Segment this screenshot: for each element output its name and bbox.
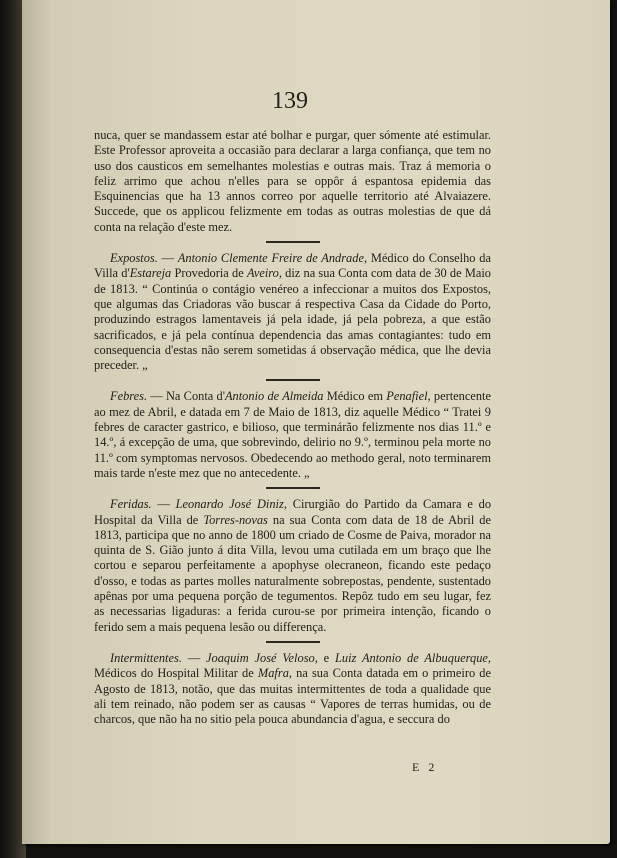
section-heading-febres: Febres.: [110, 389, 148, 404]
heading-dash: —: [151, 497, 176, 512]
book-page: [22, 0, 610, 844]
body-text: , Médicos do Hospital Militar de: [94, 650, 492, 681]
paragraph-febres: [94, 389, 491, 481]
body-text: , Médico do Conselho da Villa d': [94, 251, 491, 281]
section-divider: [266, 379, 320, 381]
place-name: Aveiro: [246, 266, 279, 281]
paragraph-expostos: [94, 251, 491, 373]
body-text: Provedoria de: [171, 266, 247, 281]
author-name: Joaquim José Veloso: [206, 650, 315, 665]
body-text: na sua Conta com data de 18 de Abril de 1813, participa que no anno de 1800 um criado de Cosme de Paiva, morador na quinta de S. Gião junto á dita Villa, levou uma cutilada em um braço que lhe cortou e separou perfeitamente a apophyse olecraneon, ficando este pedaço d'osso, e todas as partes molles naturalmente sobrepostas, pendente, sustentado apênas por uma pequena porção de tegumentos. Repôz tudo em seu lugar, fez as necessarias ligaduras: a ferida curou-se por primeira intenção, ficando o ferido sem a mais pequena lesão ou differença.: [94, 512, 492, 634]
section-heading-expostos: Expostos.: [110, 251, 158, 266]
body-text: Médico em: [323, 389, 387, 404]
heading-dash: —: [181, 650, 206, 665]
heading-dash: —: [157, 251, 178, 266]
page-body: [94, 128, 491, 727]
author-name: Luiz Antonio de Albuquerque: [335, 650, 488, 665]
body-text: , Cirurgião do Partido da Camara e do Hospital da Villa de: [94, 497, 492, 527]
body-text: Na Conta d': [165, 389, 225, 404]
heading-dash: —: [147, 389, 166, 404]
page-number: 139: [272, 88, 308, 114]
signature-mark: E 2: [412, 760, 438, 774]
author-name: Antonio Clemente Freire de Andrade: [177, 251, 364, 266]
body-text: , e: [314, 650, 335, 665]
section-divider: [266, 487, 320, 489]
place-name: Torres-novas: [203, 512, 268, 527]
paragraph-continued: nuca, quer se mandassem estar até bolhar e purgar, quer sómente até estimular. Este Professor aproveita a occasião para declarar a larga confiança, que tem no uso dos causticos em semelhantes molestias e outras mais. Traz á memoria o feliz arrimo que achou n'elles para se oppôr á espantosa epidemia das Esquinencias que ha 13 annos correo por aquelle territorio até Alvaiazere. Succede, que os applicou felizmente em todas as outras molestias de que dá conta na relação d'este mez.: [94, 128, 491, 234]
body-text: , pertencente ao mez de Abril, e datada em 7 de Maio de 1813, diz aquelle Médico “ Tratei 9 febres de caracter gastrico, e biliosо, que terminárão felizmente nos dias 11.º e 14.º, á excepção de uma, que sobrevindo, delirio no 9.º, terminou pela morte no 11.º com symptomas nervosos. Obedecendo ao methodo geral, noto terminarem mais tarde n'este mez que no antecedente. „: [94, 389, 491, 480]
place-name: Estareja: [129, 266, 172, 281]
section-heading-intermittentes: Intermittentes.: [110, 650, 182, 665]
body-text: , diz na sua Conta com data de 30 de Maio de 1813. “ Continúa o contágio venéreo a infeccionar a muitos dos Expostos, que algumas das Criadoras vão buscar á respectiva Casa da Cidade do Porto, produzindo estragos lamentaveis já pela idade, já pela pobreza, a que estão sacrificados, e já pela contínua dependencia das amas contagiantes: tudo em consequencia d'estas não serem sometidas á observação médica, que lhe devia preceder. „: [94, 266, 491, 373]
place-name: Penafiel: [386, 389, 428, 404]
section-divider: [266, 241, 320, 243]
section-heading-feridas: Feridas.: [110, 497, 152, 512]
section-divider: [266, 641, 320, 643]
author-name: Leonardo José Diniz: [175, 497, 284, 512]
place-name: Mafra: [257, 666, 289, 681]
paragraph-feridas: [94, 497, 491, 635]
body-text: , na sua Conta datada em o primeiro de Agosto de 1813, notão, que das muitas intermittentes de toda a qualidade que ali tem reinado, não podem ser as causas “ Vapores de terras humidas, ou de charcos, que não ha no sitio pela pouca abundancia d'agua, e seccura do: [94, 666, 491, 727]
paragraph-intermittentes: [94, 651, 491, 727]
author-name: Antonio de Almeida: [224, 389, 324, 404]
